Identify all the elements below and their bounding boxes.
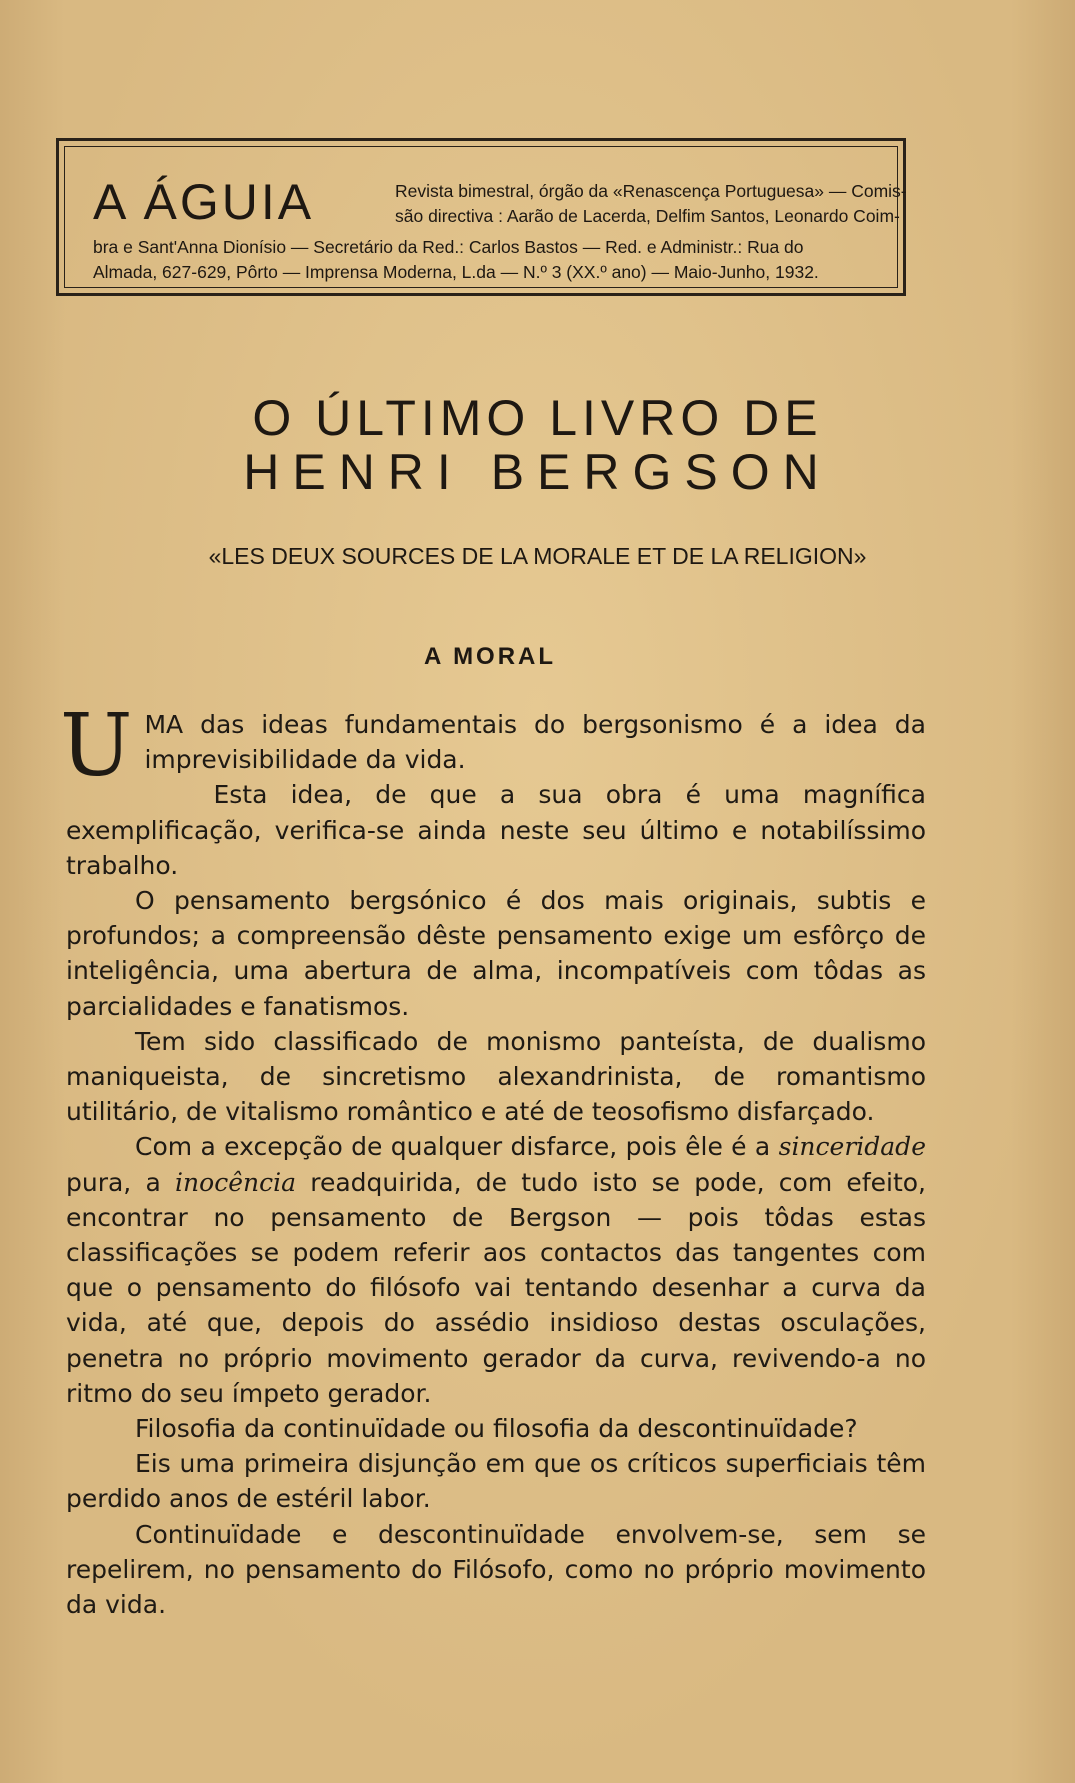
paragraph-6: Filosofia da continuïdade ou filosofia da descontinuïdade? [135,1414,858,1444]
article-body [60,696,926,1622]
masthead-box [56,138,906,296]
paragraph-1-text: MA das ideas fundamentais do bergsonismo é a idea da imprevisibilidade da vida. [144,710,926,775]
article-title-line-2: HENRI BERGSON [243,444,832,500]
paragraph-1 [60,696,926,796]
paragraph-5-text-a: Com a excepção de qualquer disfarce, pois êle é a [135,1132,779,1162]
article-subtitle: «LES DEUX SOURCES DE LA MORALE ET DE LA RELIGION» [208,543,867,569]
paragraph-4: Tem sido classificado de monismo panteísta, de dualismo maniqueista, de sincretismo alexandrinista, de romantismo utilitário, de vitalismo romântico e até de teosofismo disfarçado. [66,1026,926,1127]
masthead-line-2: são directiva : Aarão de Lacerda, Delfim Santos, Leonardo Coim- [395,206,900,226]
drop-cap: U [60,696,133,796]
paragraph-5 [66,1129,926,1411]
paragraph-8: Continuïdade e descontinuïdade envolvem-se, sem se repelirem, no pensamento do Filósofo, como no próprio movimento da vida. [66,1519,926,1620]
section-heading: A MORAL [423,643,557,670]
masthead-line-3: bra e Sant'Anna Dionísio — Secretário da Red.: Carlos Bastos — Red. e Administr.: Rua do [93,237,804,257]
paragraph-7: Eis uma primeira disjunção em que os críticos superficiais têm perdido anos de estéril labor. [66,1449,926,1514]
masthead-inner-border [64,146,907,288]
paragraph-2: Esta idea, de que a sua obra é uma magnífica exemplificação, verifica-se ainda neste seu último e notabilíssimo trabalho. [66,780,926,880]
masthead-line-1: Revista bimestral, órgão da «Renascença Portuguesa» — Comis- [395,181,907,201]
paragraph-5-text-b: pura, a [66,1167,176,1197]
masthead-line-4: Almada, 627-629, Pôrto — Imprensa Moderna, L.da — N.º 3 (XX.º ano) — Maio-Junho, 1932. [93,262,819,282]
paragraph-3: O pensamento bergsónico é dos mais originais, subtis e profundos; a compreensão dêste pensamento exige um esfôrço de inteligência, uma abertura de alma, incompatíveis com tôdas as parcialidades e fanatismos. [66,886,926,1021]
article-title-line-1: O ÚLTIMO LIVRO DE [252,390,823,446]
journal-title: A ÁGUIA [93,174,315,230]
paragraph-5-text-c: readquirida, de tudo isto se pode, com efeito, encontrar no pensamento de Bergson — pois tôdas estas classificações se podem referir aos contactos das tangentes com que o pensamento do filósofo vai tentando desenhar a curva da vida, até que, depois do assédio insidioso destas osculações, penetra no próprio movimento gerador da curva, revivendo-a no ritmo do seu ímpeto gerador. [66,1167,926,1408]
emphasis-inocencia: inocência [175,1167,296,1197]
emphasis-sinceridade: sinceridade [778,1132,926,1162]
